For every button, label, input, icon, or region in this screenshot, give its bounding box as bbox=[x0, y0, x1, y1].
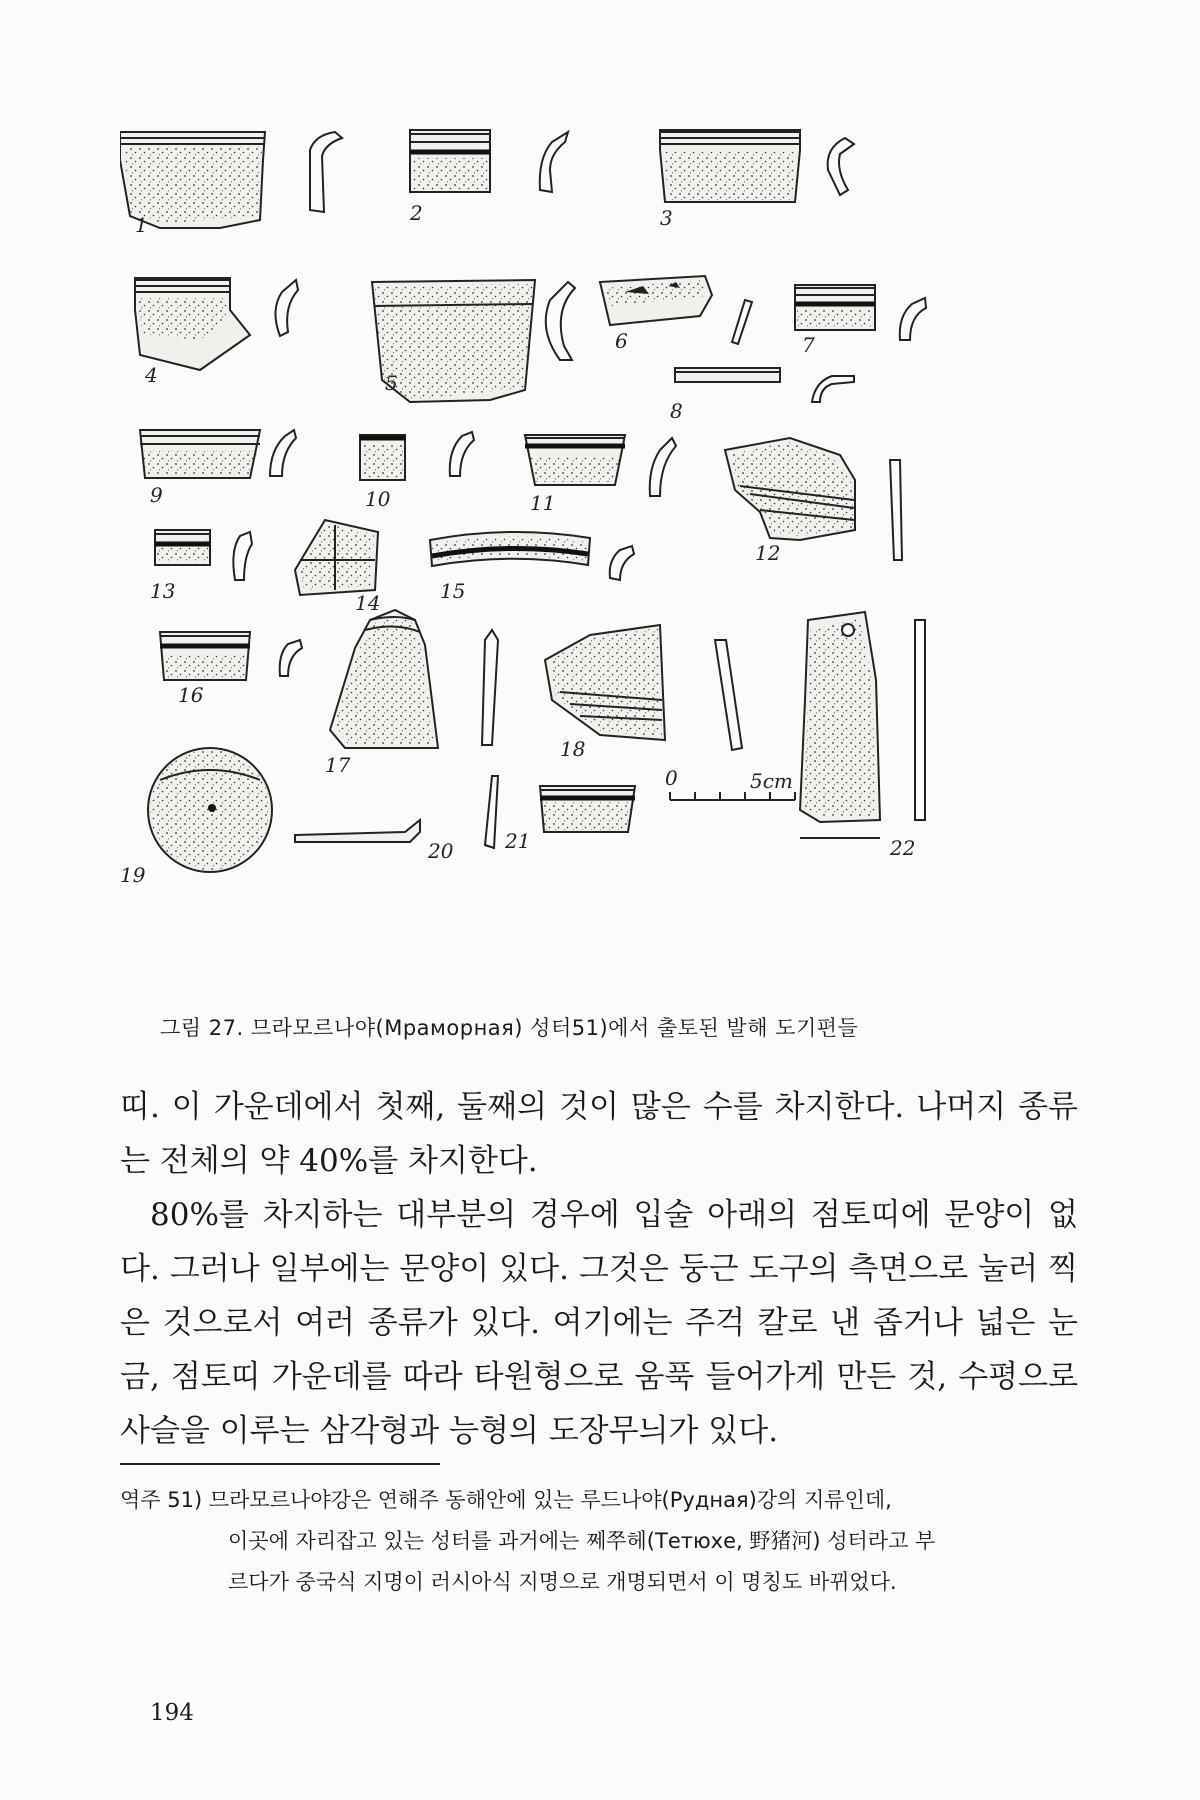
sherd-3 bbox=[660, 130, 854, 202]
footnote-line: 이곳에 자리잡고 있는 성터를 과거에는 쩨쭈헤(Тетюхе, 野猪河) 성터라고 부 bbox=[228, 1529, 936, 1553]
sherd-13 bbox=[155, 530, 252, 580]
figure-number: 16 bbox=[178, 683, 204, 707]
sherd-18 bbox=[545, 625, 742, 750]
sherd-19 bbox=[148, 748, 272, 872]
figure-number: 12 bbox=[755, 541, 781, 565]
sherd-8 bbox=[675, 368, 854, 402]
figure-number: 5 bbox=[385, 371, 398, 395]
sherd-4 bbox=[135, 278, 298, 370]
sherd-20 bbox=[295, 820, 420, 842]
figure-pottery-sherds bbox=[120, 120, 1080, 1000]
page-number: 194 bbox=[150, 1700, 194, 1726]
sherd-12 bbox=[725, 438, 902, 560]
figure-number: 11 bbox=[530, 491, 556, 515]
figure-caption: 그림 27. 므라모르나야(Мраморная) 성터51)에서 출토된 발해 도기편들 bbox=[160, 1016, 859, 1040]
figure-number: 8 bbox=[670, 399, 683, 423]
figure-number: 6 bbox=[615, 329, 628, 353]
figure-number: 1 bbox=[135, 213, 148, 237]
figure-number: 20 bbox=[428, 839, 454, 863]
figure-number: 18 bbox=[560, 737, 586, 761]
footnote-divider bbox=[120, 1463, 440, 1465]
sherd-16 bbox=[160, 632, 302, 680]
paragraph: 80%를 차지하는 대부분의 경우에 입술 아래의 점토띠에 문양이 없다. 그러나 일부에는 문양이 있다. 그것은 둥근 도구의 측면으로 눌러 찍은 것으로서 여러 종류가 있다. 여기에는 주걱 칼로 낸 좁거나 넓은 눈금, 점토띠 가운데를 따라 타원형으로 움푹 들어가게 만든 것, 수평으로 사슬을 이루는 삼각형과 능형의 도장무늬가 있다. bbox=[120, 1197, 1078, 1449]
figure-number: 13 bbox=[150, 579, 176, 603]
figure-number: 3 bbox=[660, 206, 673, 230]
sherd-1 bbox=[120, 132, 342, 228]
sherd-9 bbox=[140, 430, 296, 478]
sherd-22 bbox=[800, 612, 925, 838]
sherd-7 bbox=[795, 285, 926, 340]
figure-number: 22 bbox=[890, 836, 916, 860]
figure-number: 10 bbox=[365, 487, 391, 511]
figure-number: 9 bbox=[150, 483, 163, 507]
sherd-15 bbox=[430, 532, 634, 580]
body-text bbox=[120, 1080, 1078, 1458]
sherd-14 bbox=[295, 520, 378, 595]
footnote bbox=[120, 1480, 1078, 1603]
figure-number: 15 bbox=[440, 579, 466, 603]
figure-number: 19 bbox=[120, 863, 146, 887]
figure-number: 7 bbox=[802, 333, 815, 357]
sherd-2 bbox=[410, 130, 568, 192]
figure-number: 14 bbox=[355, 591, 381, 615]
sherd-5 bbox=[372, 280, 575, 402]
scale-end-label: 5cm bbox=[750, 769, 793, 793]
sherd-17 bbox=[330, 610, 498, 748]
figure-number: 17 bbox=[325, 753, 351, 777]
scale-start-label: 0 bbox=[665, 766, 678, 790]
sherd-drawings bbox=[120, 120, 1080, 1000]
scale-bar bbox=[665, 766, 795, 800]
footnote-line: 르다가 중국식 지명이 러시아식 지명으로 개명되면서 이 명칭도 바뀌었다. bbox=[228, 1570, 897, 1594]
sherd-11 bbox=[525, 435, 676, 496]
figure-number: 2 bbox=[410, 201, 423, 225]
figure-number: 4 bbox=[145, 363, 158, 387]
figure-number: 21 bbox=[505, 829, 531, 853]
footnote-line: 역주 51) 므라모르나야강은 연해주 동해안에 있는 루드나야(Рудная)강의 지류인데, bbox=[120, 1488, 892, 1512]
sherd-10 bbox=[360, 432, 474, 480]
paragraph: 띠. 이 가운데에서 첫째, 둘째의 것이 많은 수를 차지한다. 나머지 종류는 전체의 약 40%를 차지한다. bbox=[120, 1089, 1078, 1179]
